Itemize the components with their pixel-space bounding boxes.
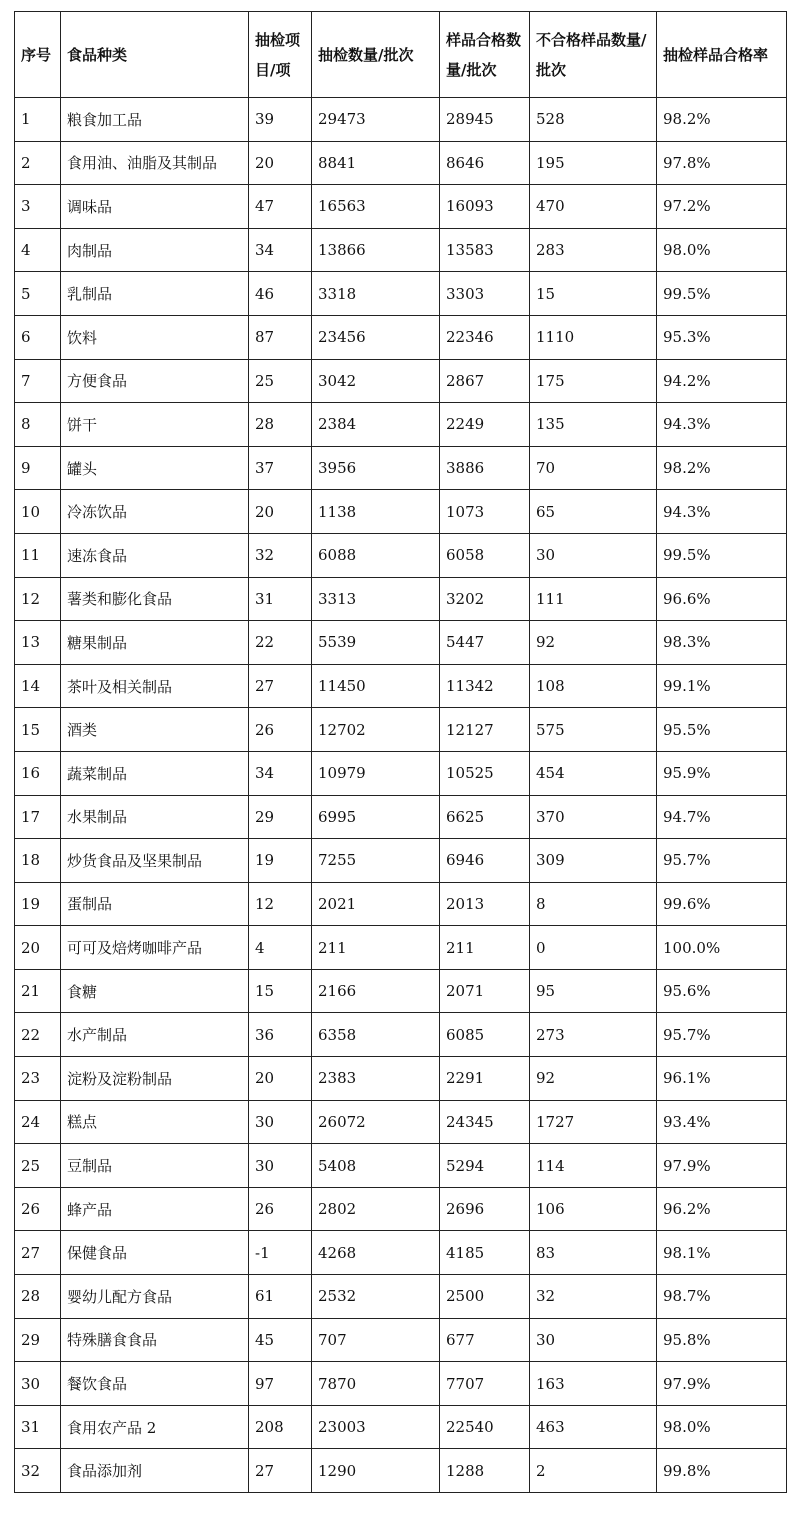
- cell-pass-rate: 99.8%: [657, 1449, 787, 1493]
- cell-sample-count: 16563: [312, 185, 440, 229]
- table-row: [15, 708, 787, 752]
- cell-pass-rate: 95.7%: [657, 839, 787, 883]
- cell-qualified-count: 4185: [440, 1231, 530, 1275]
- table-row: [15, 490, 787, 534]
- table-row: [15, 403, 787, 447]
- cell-sample-count: 2532: [312, 1275, 440, 1319]
- cell-qualified-count: 11342: [440, 664, 530, 708]
- cell-pass-rate: 94.7%: [657, 795, 787, 839]
- table-row: [15, 1318, 787, 1362]
- cell-unqualified-count: 0: [530, 926, 657, 970]
- cell-qualified-count: 677: [440, 1318, 530, 1362]
- cell-sample-count: 5408: [312, 1144, 440, 1188]
- cell-sample-count: 2384: [312, 403, 440, 447]
- cell-sample-count: 3956: [312, 446, 440, 490]
- cell-pass-rate: 98.2%: [657, 98, 787, 142]
- cell-test-items: 39: [249, 98, 312, 142]
- cell-sample-count: 12702: [312, 708, 440, 752]
- cell-food-category: 酒类: [61, 708, 249, 752]
- cell-qualified-count: 6085: [440, 1013, 530, 1057]
- cell-qualified-count: 5294: [440, 1144, 530, 1188]
- cell-qualified-count: 10525: [440, 751, 530, 795]
- cell-food-category: 水产制品: [61, 1013, 249, 1057]
- cell-sample-count: 7870: [312, 1362, 440, 1406]
- cell-sample-count: 7255: [312, 839, 440, 883]
- cell-sample-count: 6358: [312, 1013, 440, 1057]
- cell-sample-count: 23456: [312, 315, 440, 359]
- cell-test-items: 4: [249, 926, 312, 970]
- cell-index: 8: [15, 403, 61, 447]
- cell-pass-rate: 99.5%: [657, 272, 787, 316]
- cell-qualified-count: 6625: [440, 795, 530, 839]
- cell-unqualified-count: 106: [530, 1187, 657, 1231]
- cell-index: 10: [15, 490, 61, 534]
- cell-pass-rate: 98.0%: [657, 228, 787, 272]
- table-body: [15, 98, 787, 1493]
- cell-unqualified-count: 135: [530, 403, 657, 447]
- cell-food-category: 调味品: [61, 185, 249, 229]
- cell-index: 26: [15, 1187, 61, 1231]
- table-row: [15, 1013, 787, 1057]
- cell-test-items: 30: [249, 1144, 312, 1188]
- cell-unqualified-count: 108: [530, 664, 657, 708]
- cell-qualified-count: 3202: [440, 577, 530, 621]
- cell-qualified-count: 13583: [440, 228, 530, 272]
- cell-test-items: 45: [249, 1318, 312, 1362]
- cell-food-category: 薯类和膨化食品: [61, 577, 249, 621]
- table-row: [15, 533, 787, 577]
- cell-index: 7: [15, 359, 61, 403]
- cell-food-category: 食用油、油脂及其制品: [61, 141, 249, 185]
- table-row: [15, 1231, 787, 1275]
- cell-sample-count: 11450: [312, 664, 440, 708]
- cell-test-items: 12: [249, 882, 312, 926]
- table-row: [15, 1405, 787, 1449]
- cell-unqualified-count: 32: [530, 1275, 657, 1319]
- cell-qualified-count: 2249: [440, 403, 530, 447]
- cell-qualified-count: 1288: [440, 1449, 530, 1493]
- cell-test-items: 87: [249, 315, 312, 359]
- table-row: [15, 882, 787, 926]
- cell-unqualified-count: 575: [530, 708, 657, 752]
- cell-food-category: 食用农产品 2: [61, 1405, 249, 1449]
- cell-food-category: 蛋制品: [61, 882, 249, 926]
- cell-food-category: 炒货食品及坚果制品: [61, 839, 249, 883]
- cell-index: 12: [15, 577, 61, 621]
- cell-food-category: 饼干: [61, 403, 249, 447]
- cell-index: 17: [15, 795, 61, 839]
- cell-test-items: 208: [249, 1405, 312, 1449]
- cell-unqualified-count: 70: [530, 446, 657, 490]
- cell-pass-rate: 100.0%: [657, 926, 787, 970]
- cell-sample-count: 4268: [312, 1231, 440, 1275]
- cell-test-items: -1: [249, 1231, 312, 1275]
- cell-qualified-count: 22346: [440, 315, 530, 359]
- cell-unqualified-count: 1727: [530, 1100, 657, 1144]
- cell-sample-count: 3042: [312, 359, 440, 403]
- cell-food-category: 蔬菜制品: [61, 751, 249, 795]
- cell-food-category: 方便食品: [61, 359, 249, 403]
- cell-index: 6: [15, 315, 61, 359]
- cell-index: 20: [15, 926, 61, 970]
- header-unqualified-count: 不合格样品数量/批次: [530, 12, 657, 98]
- cell-index: 11: [15, 533, 61, 577]
- header-pass-rate: 抽检样品合格率: [657, 12, 787, 98]
- table-row: [15, 98, 787, 142]
- header-sample-count: 抽检数量/批次: [312, 12, 440, 98]
- cell-index: 15: [15, 708, 61, 752]
- cell-food-category: 饮料: [61, 315, 249, 359]
- cell-pass-rate: 95.9%: [657, 751, 787, 795]
- cell-sample-count: 1138: [312, 490, 440, 534]
- cell-qualified-count: 28945: [440, 98, 530, 142]
- cell-sample-count: 13866: [312, 228, 440, 272]
- cell-food-category: 糖果制品: [61, 621, 249, 665]
- cell-unqualified-count: 195: [530, 141, 657, 185]
- table-row: [15, 1100, 787, 1144]
- cell-test-items: 22: [249, 621, 312, 665]
- cell-test-items: 29: [249, 795, 312, 839]
- table-row: [15, 1362, 787, 1406]
- cell-pass-rate: 98.2%: [657, 446, 787, 490]
- cell-test-items: 27: [249, 664, 312, 708]
- cell-food-category: 可可及焙烤咖啡产品: [61, 926, 249, 970]
- cell-sample-count: 6088: [312, 533, 440, 577]
- cell-unqualified-count: 309: [530, 839, 657, 883]
- table-row: [15, 315, 787, 359]
- cell-food-category: 婴幼儿配方食品: [61, 1275, 249, 1319]
- cell-qualified-count: 22540: [440, 1405, 530, 1449]
- table-row: [15, 1187, 787, 1231]
- cell-test-items: 47: [249, 185, 312, 229]
- cell-food-category: 冷冻饮品: [61, 490, 249, 534]
- cell-qualified-count: 16093: [440, 185, 530, 229]
- cell-pass-rate: 94.3%: [657, 490, 787, 534]
- cell-pass-rate: 97.8%: [657, 141, 787, 185]
- cell-index: 21: [15, 969, 61, 1013]
- table-row: [15, 1057, 787, 1101]
- cell-food-category: 餐饮食品: [61, 1362, 249, 1406]
- cell-sample-count: 26072: [312, 1100, 440, 1144]
- cell-pass-rate: 95.8%: [657, 1318, 787, 1362]
- table-row: [15, 621, 787, 665]
- table-row: [15, 272, 787, 316]
- cell-pass-rate: 97.9%: [657, 1144, 787, 1188]
- cell-food-category: 乳制品: [61, 272, 249, 316]
- cell-pass-rate: 94.3%: [657, 403, 787, 447]
- cell-unqualified-count: 454: [530, 751, 657, 795]
- cell-test-items: 20: [249, 1057, 312, 1101]
- cell-pass-rate: 93.4%: [657, 1100, 787, 1144]
- cell-pass-rate: 95.3%: [657, 315, 787, 359]
- cell-sample-count: 2383: [312, 1057, 440, 1101]
- cell-index: 31: [15, 1405, 61, 1449]
- cell-test-items: 31: [249, 577, 312, 621]
- cell-qualified-count: 2500: [440, 1275, 530, 1319]
- cell-qualified-count: 2696: [440, 1187, 530, 1231]
- header-qualified-count: 样品合格数量/批次: [440, 12, 530, 98]
- cell-test-items: 19: [249, 839, 312, 883]
- cell-index: 24: [15, 1100, 61, 1144]
- cell-pass-rate: 95.5%: [657, 708, 787, 752]
- cell-index: 22: [15, 1013, 61, 1057]
- table-row: [15, 751, 787, 795]
- cell-test-items: 97: [249, 1362, 312, 1406]
- cell-unqualified-count: 1110: [530, 315, 657, 359]
- cell-food-category: 速冻食品: [61, 533, 249, 577]
- header-row: [15, 12, 787, 98]
- cell-unqualified-count: 15: [530, 272, 657, 316]
- cell-sample-count: 2021: [312, 882, 440, 926]
- cell-unqualified-count: 8: [530, 882, 657, 926]
- cell-qualified-count: 2071: [440, 969, 530, 1013]
- cell-unqualified-count: 273: [530, 1013, 657, 1057]
- cell-food-category: 糕点: [61, 1100, 249, 1144]
- cell-pass-rate: 98.1%: [657, 1231, 787, 1275]
- cell-test-items: 32: [249, 533, 312, 577]
- cell-unqualified-count: 283: [530, 228, 657, 272]
- cell-index: 16: [15, 751, 61, 795]
- cell-qualified-count: 1073: [440, 490, 530, 534]
- cell-sample-count: 29473: [312, 98, 440, 142]
- header-index: 序号: [15, 12, 61, 98]
- cell-index: 19: [15, 882, 61, 926]
- cell-index: 30: [15, 1362, 61, 1406]
- cell-pass-rate: 99.1%: [657, 664, 787, 708]
- cell-sample-count: 2166: [312, 969, 440, 1013]
- cell-test-items: 26: [249, 708, 312, 752]
- cell-pass-rate: 98.0%: [657, 1405, 787, 1449]
- cell-qualified-count: 6058: [440, 533, 530, 577]
- document-page: [14, 11, 786, 1493]
- table-row: [15, 969, 787, 1013]
- cell-test-items: 61: [249, 1275, 312, 1319]
- cell-pass-rate: 98.3%: [657, 621, 787, 665]
- cell-unqualified-count: 92: [530, 1057, 657, 1101]
- cell-food-category: 粮食加工品: [61, 98, 249, 142]
- cell-qualified-count: 3886: [440, 446, 530, 490]
- cell-sample-count: 6995: [312, 795, 440, 839]
- cell-qualified-count: 12127: [440, 708, 530, 752]
- table-row: [15, 185, 787, 229]
- cell-test-items: 36: [249, 1013, 312, 1057]
- cell-pass-rate: 94.2%: [657, 359, 787, 403]
- cell-index: 29: [15, 1318, 61, 1362]
- cell-food-category: 茶叶及相关制品: [61, 664, 249, 708]
- table-row: [15, 446, 787, 490]
- header-food-category: 食品种类: [61, 12, 249, 98]
- cell-pass-rate: 96.6%: [657, 577, 787, 621]
- cell-unqualified-count: 65: [530, 490, 657, 534]
- cell-test-items: 15: [249, 969, 312, 1013]
- cell-unqualified-count: 2: [530, 1449, 657, 1493]
- cell-pass-rate: 99.6%: [657, 882, 787, 926]
- cell-test-items: 25: [249, 359, 312, 403]
- cell-pass-rate: 97.2%: [657, 185, 787, 229]
- cell-qualified-count: 2291: [440, 1057, 530, 1101]
- cell-qualified-count: 2013: [440, 882, 530, 926]
- header-test-items: 抽检项目/项: [249, 12, 312, 98]
- cell-pass-rate: 95.7%: [657, 1013, 787, 1057]
- cell-qualified-count: 8646: [440, 141, 530, 185]
- cell-sample-count: 211: [312, 926, 440, 970]
- cell-index: 3: [15, 185, 61, 229]
- cell-food-category: 豆制品: [61, 1144, 249, 1188]
- table-row: [15, 577, 787, 621]
- table-row: [15, 664, 787, 708]
- cell-qualified-count: 211: [440, 926, 530, 970]
- cell-unqualified-count: 30: [530, 1318, 657, 1362]
- table-row: [15, 359, 787, 403]
- cell-qualified-count: 3303: [440, 272, 530, 316]
- cell-index: 5: [15, 272, 61, 316]
- cell-pass-rate: 97.9%: [657, 1362, 787, 1406]
- cell-test-items: 26: [249, 1187, 312, 1231]
- cell-qualified-count: 2867: [440, 359, 530, 403]
- cell-sample-count: 2802: [312, 1187, 440, 1231]
- cell-unqualified-count: 528: [530, 98, 657, 142]
- cell-food-category: 蜂产品: [61, 1187, 249, 1231]
- cell-index: 32: [15, 1449, 61, 1493]
- cell-qualified-count: 6946: [440, 839, 530, 883]
- table-row: [15, 839, 787, 883]
- cell-pass-rate: 99.5%: [657, 533, 787, 577]
- cell-index: 13: [15, 621, 61, 665]
- cell-sample-count: 5539: [312, 621, 440, 665]
- cell-food-category: 食品添加剂: [61, 1449, 249, 1493]
- cell-pass-rate: 96.2%: [657, 1187, 787, 1231]
- cell-qualified-count: 7707: [440, 1362, 530, 1406]
- cell-pass-rate: 95.6%: [657, 969, 787, 1013]
- cell-unqualified-count: 83: [530, 1231, 657, 1275]
- cell-test-items: 20: [249, 141, 312, 185]
- cell-food-category: 水果制品: [61, 795, 249, 839]
- table-row: [15, 1275, 787, 1319]
- cell-sample-count: 1290: [312, 1449, 440, 1493]
- cell-test-items: 46: [249, 272, 312, 316]
- table-row: [15, 1449, 787, 1493]
- cell-test-items: 20: [249, 490, 312, 534]
- cell-test-items: 37: [249, 446, 312, 490]
- cell-index: 9: [15, 446, 61, 490]
- cell-unqualified-count: 92: [530, 621, 657, 665]
- cell-index: 2: [15, 141, 61, 185]
- cell-unqualified-count: 30: [530, 533, 657, 577]
- table-row: [15, 141, 787, 185]
- cell-index: 1: [15, 98, 61, 142]
- cell-index: 28: [15, 1275, 61, 1319]
- cell-test-items: 28: [249, 403, 312, 447]
- cell-unqualified-count: 95: [530, 969, 657, 1013]
- cell-sample-count: 707: [312, 1318, 440, 1362]
- cell-unqualified-count: 370: [530, 795, 657, 839]
- cell-pass-rate: 98.7%: [657, 1275, 787, 1319]
- table-row: [15, 228, 787, 272]
- cell-index: 14: [15, 664, 61, 708]
- cell-unqualified-count: 111: [530, 577, 657, 621]
- cell-index: 4: [15, 228, 61, 272]
- inspection-table: [14, 11, 787, 1493]
- cell-test-items: 30: [249, 1100, 312, 1144]
- cell-sample-count: 8841: [312, 141, 440, 185]
- table-row: [15, 1144, 787, 1188]
- cell-food-category: 保健食品: [61, 1231, 249, 1275]
- cell-unqualified-count: 175: [530, 359, 657, 403]
- cell-food-category: 罐头: [61, 446, 249, 490]
- cell-sample-count: 10979: [312, 751, 440, 795]
- cell-unqualified-count: 463: [530, 1405, 657, 1449]
- cell-sample-count: 23003: [312, 1405, 440, 1449]
- cell-unqualified-count: 470: [530, 185, 657, 229]
- cell-test-items: 34: [249, 751, 312, 795]
- cell-index: 25: [15, 1144, 61, 1188]
- table-row: [15, 795, 787, 839]
- cell-food-category: 淀粉及淀粉制品: [61, 1057, 249, 1101]
- cell-food-category: 食糖: [61, 969, 249, 1013]
- cell-unqualified-count: 114: [530, 1144, 657, 1188]
- cell-index: 23: [15, 1057, 61, 1101]
- cell-sample-count: 3313: [312, 577, 440, 621]
- cell-unqualified-count: 163: [530, 1362, 657, 1406]
- cell-food-category: 肉制品: [61, 228, 249, 272]
- cell-qualified-count: 5447: [440, 621, 530, 665]
- cell-index: 18: [15, 839, 61, 883]
- cell-food-category: 特殊膳食食品: [61, 1318, 249, 1362]
- table-row: [15, 926, 787, 970]
- cell-pass-rate: 96.1%: [657, 1057, 787, 1101]
- cell-sample-count: 3318: [312, 272, 440, 316]
- cell-test-items: 34: [249, 228, 312, 272]
- cell-test-items: 27: [249, 1449, 312, 1493]
- cell-qualified-count: 24345: [440, 1100, 530, 1144]
- cell-index: 27: [15, 1231, 61, 1275]
